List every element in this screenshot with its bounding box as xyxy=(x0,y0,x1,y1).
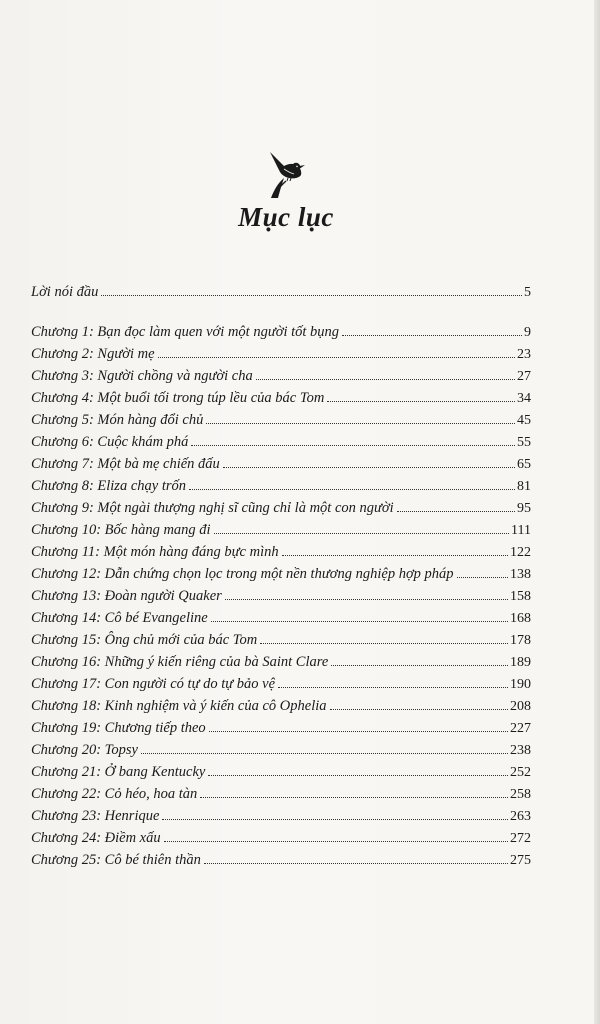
toc-entry-chapter-24[interactable] xyxy=(31,830,531,852)
toc-entry-label: Chương 23: Henrique xyxy=(31,808,160,824)
toc-entry-chapter-8[interactable] xyxy=(31,478,531,500)
toc-entry-page: 178 xyxy=(510,633,531,648)
toc-entry-label: Chương 1: Bạn đọc làm quen với một người tốt bụng xyxy=(31,324,340,340)
toc-entry-chapter-6[interactable] xyxy=(31,434,531,456)
toc-entry-page: 275 xyxy=(510,853,531,868)
toc-entry-label: Chương 12: Dẫn chứng chọn lọc trong một nền thương nghiệp hợp pháp xyxy=(31,566,454,582)
toc-entry-page: 9 xyxy=(524,325,531,340)
toc-entry-page: 34 xyxy=(517,391,531,406)
toc-entry-page: 252 xyxy=(510,765,531,780)
dot-leader xyxy=(256,378,515,380)
toc-entry-label: Chương 2: Người mẹ xyxy=(31,346,155,362)
toc-entry-chapter-11[interactable] xyxy=(31,544,531,566)
toc-entry-page: 81 xyxy=(517,479,531,494)
toc-entry-label: Lời nói đầu xyxy=(31,284,99,300)
toc-entry-chapter-16[interactable] xyxy=(31,654,531,676)
toc-entry-page: 227 xyxy=(510,721,531,736)
toc-entry-page: 258 xyxy=(510,787,531,802)
toc-entry-chapter-3[interactable] xyxy=(31,368,531,390)
toc-entry-page: 238 xyxy=(510,743,531,758)
dot-leader xyxy=(200,796,508,798)
toc-entry-page: 111 xyxy=(511,523,531,538)
toc-entry-chapter-14[interactable] xyxy=(31,610,531,632)
toc-entry-chapter-5[interactable] xyxy=(31,412,531,434)
dot-leader xyxy=(214,532,509,534)
toc-entry-page: 138 xyxy=(510,567,531,582)
toc-entry-chapter-15[interactable] xyxy=(31,632,531,654)
toc-entry-label: Chương 11: Một món hàng đáng bực mình xyxy=(31,544,279,560)
toc-entry-chapter-20[interactable] xyxy=(31,742,531,764)
toc-entry-chapter-19[interactable] xyxy=(31,720,531,742)
toc-entry-page: 45 xyxy=(517,413,531,428)
page-edge xyxy=(594,0,600,1024)
toc-entry-chapter-25[interactable] xyxy=(31,852,531,874)
dot-leader xyxy=(342,334,522,336)
toc-entry-page: 208 xyxy=(510,699,531,714)
dot-leader xyxy=(282,554,508,556)
toc-entry-chapter-9[interactable] xyxy=(31,500,531,522)
toc-entry-label: Chương 10: Bốc hàng mang đi xyxy=(31,522,211,538)
dot-leader xyxy=(327,400,515,402)
toc-entry-label: Chương 19: Chương tiếp theo xyxy=(31,720,206,736)
dot-leader xyxy=(101,294,522,296)
toc-entry-label: Chương 7: Một bà mẹ chiến đấu xyxy=(31,456,220,472)
toc-entry-label: Chương 24: Điềm xấu xyxy=(31,830,161,846)
dot-leader xyxy=(164,840,508,842)
toc-entry-label: Chương 6: Cuộc khám phá xyxy=(31,434,189,450)
toc-entry-chapter-17[interactable] xyxy=(31,676,531,698)
toc-entry-page: 5 xyxy=(524,285,531,300)
toc-entry-chapter-21[interactable] xyxy=(31,764,531,786)
toc-entry-page: 27 xyxy=(517,369,531,384)
dot-leader xyxy=(331,664,508,666)
dot-leader xyxy=(260,642,508,644)
dot-leader xyxy=(223,466,515,468)
dot-leader xyxy=(397,510,515,512)
dot-leader xyxy=(211,620,508,622)
dot-leader xyxy=(208,774,508,776)
toc-entry-label: Chương 20: Topsy xyxy=(31,742,138,758)
toc-entry-preface[interactable] xyxy=(31,284,531,306)
toc-entry-page: 55 xyxy=(517,435,531,450)
table-of-contents xyxy=(31,284,531,874)
toc-entry-page: 95 xyxy=(517,501,531,516)
toc-entry-label: Chương 13: Đoàn người Quaker xyxy=(31,588,222,604)
toc-entry-page: 158 xyxy=(510,589,531,604)
dot-leader xyxy=(158,356,515,358)
toc-entry-label: Chương 3: Người chồng và người cha xyxy=(31,368,253,384)
dot-leader xyxy=(330,708,508,710)
toc-entry-label: Chương 8: Eliza chạy trốn xyxy=(31,478,186,494)
dot-leader xyxy=(162,818,508,820)
dot-leader xyxy=(206,422,515,424)
toc-entry-page: 168 xyxy=(510,611,531,626)
toc-entry-page: 23 xyxy=(517,347,531,362)
toc-entry-label: Chương 21: Ở bang Kentucky xyxy=(31,764,206,780)
toc-entry-label: Chương 15: Ông chủ mới của bác Tom xyxy=(31,632,258,648)
toc-entry-page: 263 xyxy=(510,809,531,824)
toc-entry-chapter-4[interactable] xyxy=(31,390,531,412)
toc-entry-chapter-7[interactable] xyxy=(31,456,531,478)
toc-entry-chapter-22[interactable] xyxy=(31,786,531,808)
toc-entry-chapter-10[interactable] xyxy=(31,522,531,544)
dot-leader xyxy=(191,444,515,446)
dot-leader xyxy=(189,488,515,490)
toc-entry-label: Chương 4: Một buổi tối trong túp lều của bác Tom xyxy=(31,390,325,406)
toc-entry-page: 272 xyxy=(510,831,531,846)
dot-leader xyxy=(141,752,508,754)
toc-entry-label: Chương 5: Món hàng đổi chủ xyxy=(31,412,204,428)
toc-entry-label: Chương 22: Cỏ héo, hoa tàn xyxy=(31,786,198,802)
dot-leader xyxy=(209,730,508,732)
page-title: Mục lục xyxy=(238,202,334,232)
bird-on-branch-icon xyxy=(262,148,306,200)
toc-entry-chapter-12[interactable] xyxy=(31,566,531,588)
toc-entry-page: 190 xyxy=(510,677,531,692)
toc-entry-label: Chương 25: Cô bé thiên thần xyxy=(31,852,201,868)
toc-entry-chapter-13[interactable] xyxy=(31,588,531,610)
toc-entry-label: Chương 9: Một ngài thượng nghị sĩ cũng chỉ là một con người xyxy=(31,500,394,516)
toc-entry-chapter-1[interactable] xyxy=(31,324,531,346)
toc-entry-label: Chương 14: Cô bé Evangeline xyxy=(31,610,208,626)
dot-leader xyxy=(278,686,508,688)
toc-entry-page: 122 xyxy=(510,545,531,560)
dot-leader xyxy=(457,576,508,578)
toc-entry-label: Chương 16: Những ý kiến riêng của bà Saint Clare xyxy=(31,654,329,670)
toc-entry-page: 65 xyxy=(517,457,531,472)
toc-entry-label: Chương 18: Kinh nghiệm và ý kiến của cô Ophelia xyxy=(31,698,327,714)
toc-entry-label: Chương 17: Con người có tự do tự bảo vệ xyxy=(31,676,276,692)
toc-entry-chapter-18[interactable] xyxy=(31,698,531,720)
toc-entry-page: 189 xyxy=(510,655,531,670)
toc-entry-chapter-23[interactable] xyxy=(31,808,531,830)
dot-leader xyxy=(225,598,508,600)
toc-entry-chapter-2[interactable] xyxy=(31,346,531,368)
dot-leader xyxy=(204,862,508,864)
